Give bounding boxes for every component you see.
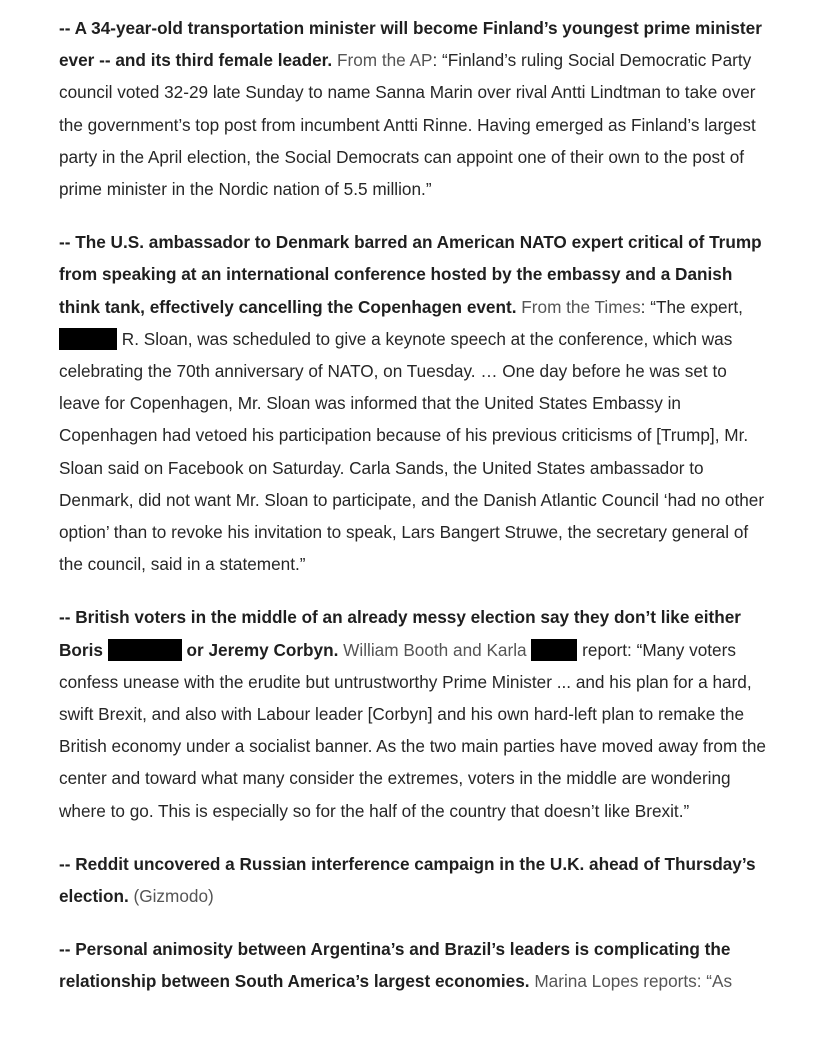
source-link[interactable]: From the Times <box>521 296 641 317</box>
news-item-denmark <box>59 226 771 580</box>
document-page <box>59 12 771 1019</box>
headline: or Jeremy Corbyn. <box>186 639 339 660</box>
news-item-britain <box>59 601 771 826</box>
headline: -- The U.S. ambassador to Denmark barred an American NATO expert critical of Trump from speaking at an international conference hosted by the embassy and a Danish think tank, effectively cancelling the Copenhagen event. <box>59 232 762 317</box>
source-byline: Marina Lopes reports: “As <box>534 971 733 992</box>
item-body: : “The expert, <box>640 296 743 317</box>
headline: -- Reddit uncovered a Russian interference campaign in the U.K. ahead of Thursday’s election. <box>59 853 756 907</box>
news-item-argentina-brazil <box>59 933 771 997</box>
item-body: : “Finland’s ruling Social Democratic Party council voted 32-29 late Sunday to name Sanna Marin over rival Antti Lindtman to take over the government’s top post from incumbent Antti Rinne. Having emerged as Finland’s largest party in the April election, the Social Democrats can appoint one of their own to the post of prime minister in the Nordic nation of 5.5 million.” <box>59 50 756 200</box>
headline: -- A 34-year-old transportation minister will become Finland’s youngest prime minister ever -- and its third female leader. <box>59 18 762 71</box>
source-link[interactable]: From the AP <box>336 50 433 71</box>
news-item-reddit <box>59 848 771 912</box>
redaction-box <box>531 639 577 661</box>
source-link[interactable]: (Gizmodo) <box>133 886 214 907</box>
source-byline: William Booth and Karla <box>343 639 527 660</box>
headline: -- British voters in the middle of an already messy election say they don’t like either Boris <box>59 607 741 660</box>
item-body: R. Sloan, was scheduled to give a keynote speech at the conference, which was celebrating the 70th anniversary of NATO, on Tuesday. … One day before he was set to leave for Copenhagen, Mr. Sloan was informed that the United States Embassy in Copenhagen had vetoed his participation because of his previous criticisms of [Trump], Mr. Sloan said on Facebook on Saturday. Carla Sands, the United States ambassador to Denmark, did not want Mr. Sloan to participate, and the Danish Atlantic Council ‘had no other option’ than to revoke his invitation to speak, Lars Bangert Struwe, the secretary general of the council, said in a statement.” <box>59 328 765 575</box>
redaction-box <box>59 328 117 350</box>
item-body: report: “Many voters confess unease with the erudite but untrustworthy Prime Minister ... and his plan for a hard, swift Brexit, and also with Labour leader [Corbyn] and his own hard-left plan to remake the British economy under a socialist banner. As the two main parties have moved away from the center and toward what many consider the extremes, voters in the middle are wondering where to go. This is especially so for the half of the country that doesn’t like Brexit.” <box>59 639 766 821</box>
headline: -- Personal animosity between Argentina’s and Brazil’s leaders is complicating the relationship between South America’s largest economies. <box>59 939 731 992</box>
redaction-box <box>108 639 182 661</box>
news-item-finland <box>59 12 771 205</box>
